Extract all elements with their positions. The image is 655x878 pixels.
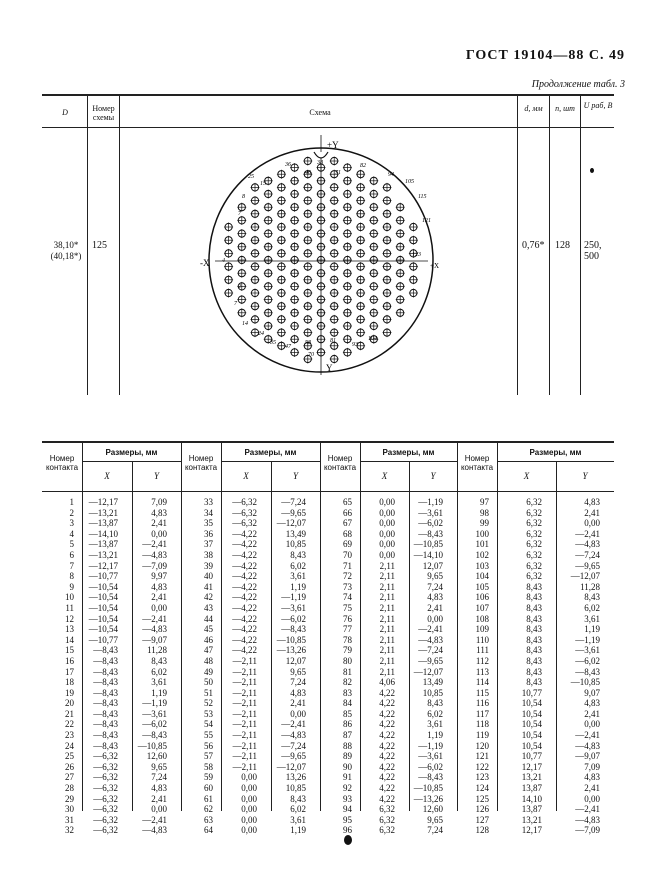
contact-number-label: 115 <box>418 194 427 200</box>
axis-y-label: +Y <box>327 140 339 150</box>
contact-number-label: 123 <box>412 252 421 258</box>
axis-x-neg-label: -X <box>200 258 210 268</box>
group-sub-rule <box>221 461 320 462</box>
contact-number-column: 33 34 35 36 37 38 39 40 41 42 43 44 45 46 47 48 49 50 51 52 53 54 55 56 57 58 59 60 61 62 63 64 <box>204 497 213 836</box>
col-sep-1 <box>87 95 88 395</box>
y-value-column: 4,83 2,41 0,00 —2,41 —4,83 —7,24 —9,65 —12,07 11,28 8,43 6,02 3,61 1,19 —1,19 —3,61 —6,02 —8,43 —10,85 9,07 4,83 2,41 0,00 —2,41 —4,83 —9,07 7,09 4,83 2,41 0,00 —2,41 —4,83 —7,09 <box>570 497 600 836</box>
contact-number-label: 7 <box>238 211 241 217</box>
x-value-column: 0,00 0,00 0,00 0,00 0,00 0,00 2,11 2,11 2,11 2,11 2,11 2,11 2,11 2,11 2,11 2,11 2,11 4,06 4,22 4,22 4,22 4,22 4,22 4,22 4,22 4,22 4,22 4,22 4,22 6,32 6,32 6,32 <box>379 497 395 836</box>
contact-number-label: 4 <box>222 258 225 264</box>
page-bullet-mark <box>344 835 352 845</box>
contact-number-label: 58 <box>305 340 311 346</box>
contact-number-label: 104 <box>368 336 377 342</box>
contact-number-label: 71 <box>335 170 341 176</box>
header-u: U раб, В <box>583 101 613 110</box>
contact-number-label: 7 <box>234 301 237 307</box>
top-rule <box>42 94 614 96</box>
contact-number-label: 25 <box>248 174 254 180</box>
page-header: ГОСТ 19104—88 С. 49 <box>465 48 625 63</box>
col-sep-2 <box>119 95 120 395</box>
header-D: D <box>62 108 68 117</box>
contact-number-column: 97 98 99 100 101 102 103 104 105 106 107 108 109 110 111 112 113 114 115 116 117 118 119 120 121 122 123 124 125 126 127 128 <box>475 497 489 836</box>
col-sep-4 <box>549 95 550 395</box>
col-sep-3 <box>517 95 518 395</box>
header-x: X <box>381 471 388 481</box>
header-x: X <box>243 471 249 481</box>
header-contact-no: Номер контакта <box>323 454 357 472</box>
contact-number-label: 8 <box>242 194 245 200</box>
header-x: X <box>104 471 110 481</box>
x-value-column: —12,17 —13,21 —13,87 —14,10 —13,87 —13,21 —12,17 —10,77 —10,54 —10,54 —10,54 —10,54 —10,54 —10,77 —8,43 —8,43 —8,43 —8,43 —8,43 —8,43 —8,43 —8,43 —8,43 —8,43 —6,32 —6,32 —6,32 —6,32 —6,32 —6,32 —6,32 —6,32 <box>88 497 118 836</box>
header-scheme: Схема <box>309 108 331 117</box>
y-value-column: —1,19 —3,61 —6,02 —8,43 —10,85 —14,10 12,07 9,65 7,24 4,83 2,41 0,00 —2,41 —4,83 —7,24 —9,65 —12,07 13,49 10,85 8,43 6,02 3,61 1,19 —1,19 —3,61 —6,02 —8,43 —10,85 —13,26 12,60 9,65 7,24 <box>413 497 443 836</box>
header-dimensions: Размеры, мм <box>105 448 158 457</box>
header-y: Y <box>153 471 159 481</box>
contact-number-label: 47 <box>285 344 291 350</box>
contact-number-labels <box>222 160 431 358</box>
contact-number-label: 15 <box>260 181 266 187</box>
col-sep-5 <box>580 95 581 395</box>
group-sub-rule <box>497 461 614 462</box>
header-contact-no: Номер контакта <box>184 454 218 472</box>
header-y: Y <box>430 471 436 481</box>
key-notch <box>314 152 328 158</box>
header-n: n, шт <box>555 104 575 113</box>
header-y: Y <box>292 471 298 481</box>
contact-number-label: 82 <box>360 163 366 169</box>
table-top-rule <box>42 441 614 443</box>
contact-number-label: 24 <box>258 331 264 337</box>
contact-number-label: 14 <box>242 321 248 327</box>
y-value-column: 7,09 4,83 2,41 0,00 —2,41 —4,83 —7,09 9,97 4,83 2,41 0,00 —2,41 —4,83 —9,07 11,28 8,43 6,02 3,61 1,19 —1,19 —3,61 —6,02 —8,43 —10,85 12,60 9,65 7,24 4,83 2,41 0,00 —2,41 —4,83 <box>137 497 167 836</box>
table-header-rule <box>42 491 614 492</box>
header-d-mm: d, мм <box>524 104 543 113</box>
connector-scheme-diagram <box>190 130 460 380</box>
contact-number-label: 46 <box>305 170 311 176</box>
header-dimensions: Размеры, мм <box>244 448 297 457</box>
row-n: 128 <box>555 240 570 251</box>
group-sub-rule <box>360 461 457 462</box>
header-dimensions: Размеры, мм <box>382 448 435 457</box>
row-d: 0,76* <box>522 240 545 251</box>
row-D: 38,10* (40,18*) <box>50 240 82 261</box>
row-scheme-no: 125 <box>92 240 107 251</box>
contact-number-label: 105 <box>405 179 414 185</box>
header-x: X <box>523 471 530 481</box>
x-value-column: —6,32 —6,32 —6,32 —4,22 —4,22 —4,22 —4,22 —4,22 —4,22 —4,22 —4,22 —4,22 —4,22 —4,22 —4,22 —2,11 —2,11 —2,11 —2,11 —2,11 —2,11 —2,11 —2,11 —2,11 —2,11 —2,11 0,00 0,00 0,00 0,00 0,00 0,00 <box>232 497 257 836</box>
contact-number-label: 2 <box>238 284 241 290</box>
x-value-column: 6,32 6,32 6,32 6,32 6,32 6,32 6,32 6,32 8,43 8,43 8,43 8,43 8,43 8,43 8,43 8,43 8,43 8,43 10,77 10,54 10,54 10,54 10,54 10,54 10,77 12,17 13,21 13,87 14,10 13,87 13,21 12,17 <box>521 497 542 836</box>
row-u: 250, 500 <box>584 240 602 262</box>
header-contact-no: Номер контакта <box>460 454 494 472</box>
y-value-column: —7,24 —9,65 —12,07 13,49 10,85 8,43 6,02 3,61 1,19 —1,19 —3,61 —6,02 —8,43 —10,85 —13,26 12,07 9,65 7,24 4,83 2,41 0,00 —2,41 —4,83 —7,24 —9,65 —12,07 13,26 10,85 8,43 6,02 3,61 1,19 <box>276 497 306 836</box>
contact-number-label: 35 <box>270 340 276 346</box>
header-dimensions: Размеры, мм <box>529 448 582 457</box>
header-rule <box>42 127 614 128</box>
contact-number-label: 121 <box>422 218 431 224</box>
axis-x-pos-label: +X <box>430 262 440 270</box>
contact-number-label: 38 <box>317 160 323 166</box>
contact-number-column: 1 2 3 4 5 6 7 8 9 10 11 12 13 14 15 16 17 18 19 20 21 22 23 24 25 26 27 28 29 30 31 32 <box>65 497 74 836</box>
header-contact-no: Номер контакта <box>45 454 79 472</box>
continuation-note: Продолжение табл. 3 <box>531 79 625 90</box>
contact-number-label: 94 <box>388 172 394 178</box>
axis-y-neg-label: Y <box>326 363 333 373</box>
contact-number-label: 93 <box>352 342 358 348</box>
contact-number-column: 65 66 67 68 69 70 71 72 73 74 75 76 77 78 79 80 81 82 83 84 85 86 87 88 89 90 91 92 93 94 95 96 <box>343 497 352 836</box>
contact-number-label: 36 <box>285 162 291 168</box>
header-scheme-no: Номер схемы <box>92 104 115 122</box>
header-y: Y <box>582 471 588 481</box>
dot-mark <box>590 168 594 173</box>
contact-number-label: 81 <box>330 338 336 344</box>
group-sub-rule <box>82 461 181 462</box>
contact-number-label: 70 <box>308 352 314 358</box>
